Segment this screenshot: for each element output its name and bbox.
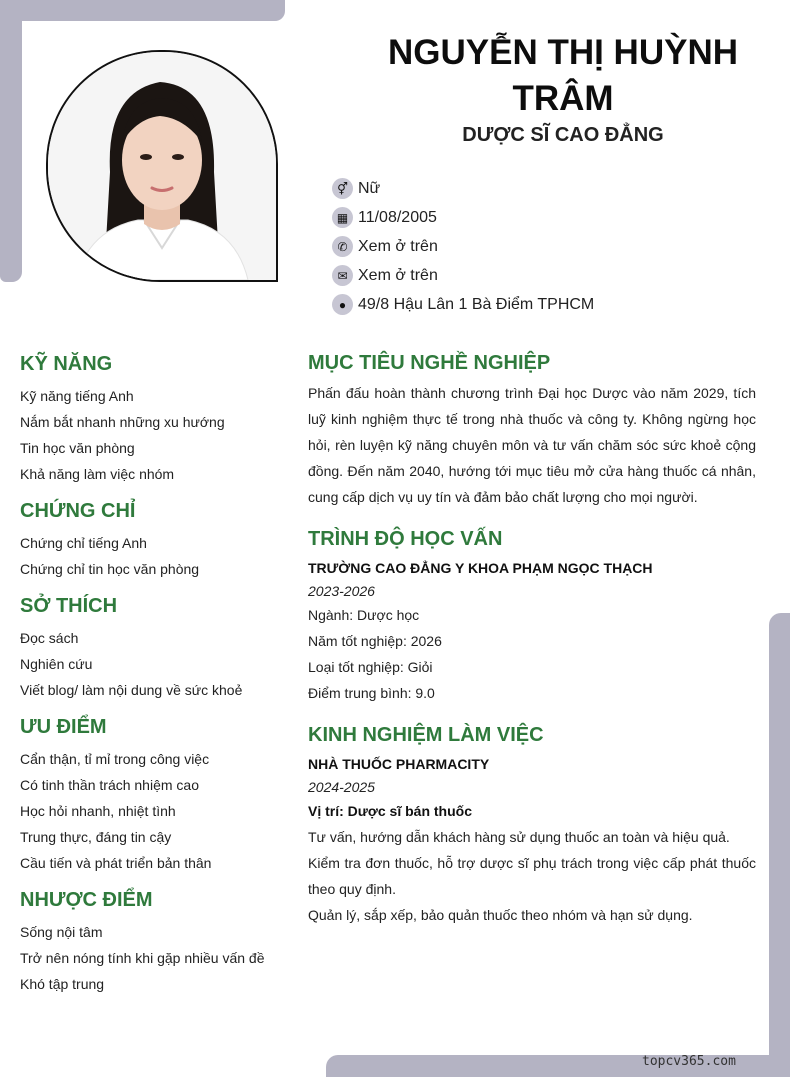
list-item: Đọc sách [20,630,79,646]
list-item: Cẩn thận, tỉ mỉ trong công việc [20,751,210,767]
list-item: Nghiên cứu [20,656,93,672]
info-email: ✉ Xem ở trên [332,261,594,290]
list-item: Khó tập trung [20,976,105,992]
location-icon: ● [332,294,353,315]
email-icon: ✉ [332,265,353,286]
decor-bar-left [0,0,22,282]
left-column [20,351,295,1008]
section-title: TRÌNH ĐỘ HỌC VẤN [308,528,503,550]
list-item: Trở nên nóng tính khi gặp nhiều vấn đề [20,950,265,966]
hobbies-section [20,593,295,703]
job-title: DƯỢC SĨ CAO ĐẲNG [462,124,664,146]
list-item: Viết blog/ làm nội dung về sức khoẻ [20,682,243,698]
section-title: CHỨNG CHỈ [20,500,136,522]
candidate-name: NGUYỄN THỊ HUỲNH TRÂM [387,33,739,118]
right-column [308,350,756,944]
gender-icon: ⚥ [332,178,353,199]
duty-item: Tư vấn, hướng dẫn khách hàng sử dụng thuốc an toàn và hiệu quả. [308,829,730,845]
contact-info [332,174,594,319]
weaknesses-section [20,887,295,997]
section-title: SỞ THÍCH [20,595,118,617]
info-gender: ⚥ Nữ [332,174,594,203]
experience-period: 2024-2025 [308,779,375,795]
list-item: Học hỏi nhanh, nhiệt tình [20,803,176,819]
info-birthdate: ▦ 11/08/2005 [332,203,594,232]
education-detail: Ngành: Dược học [308,607,420,623]
list-item: Nắm bắt nhanh những xu hướng [20,414,225,430]
duty-item: Quản lý, sắp xếp, bảo quản thuốc theo nhóm và hạn sử dụng. [308,907,693,923]
list-item: Tin học văn phòng [20,440,135,456]
section-title: KINH NGHIỆM LÀM VIỆC [308,724,544,746]
education-detail: Điểm trung bình: 9.0 [308,685,435,701]
list-item: Chứng chỉ tin học văn phòng [20,561,200,577]
decor-bar-top-left [0,0,285,21]
education-detail: Năm tốt nghiệp: 2026 [308,633,442,649]
duty-item: Kiểm tra đơn thuốc, hỗ trợ dược sĩ phụ trách trong việc cấp phát thuốc theo quy định. [308,855,756,897]
decor-bar-right [769,613,790,1077]
info-phone: ✆ Xem ở trên [332,232,594,261]
objective-text: Phấn đấu hoàn thành chương trình Đại học Dược vào năm 2029, tích luỹ kinh nghiệm thực tế trong nhà thuốc và công ty. Không ngừng học hỏi, rèn luyện kỹ năng chuyên môn và tư vấn chăm sóc sức khoẻ cộng đồng. Đến năm 2040, hướng tới mục tiêu mở cửa hàng thuốc cá nhân, cung cấp dịch vụ uy tín và đảm bảo chất lượng cho mọi người. [308,385,756,505]
info-address: ● 49/8 Hậu Lân 1 Bà Điểm TPHCM [332,290,594,319]
school-name: TRƯỜNG CAO ĐẲNG Y KHOA PHẠM NGỌC THẠCH [308,560,653,576]
section-title: ƯU ĐIỂM [20,716,107,738]
experience-section [308,722,756,928]
skills-section [20,351,295,487]
watermark: topcv365.com [642,1054,736,1069]
list-item: Sống nội tâm [20,924,103,940]
calendar-icon: ▦ [332,207,353,228]
company-name: NHÀ THUỐC PHARMACITY [308,756,490,772]
phone-icon: ✆ [332,236,353,257]
profile-photo [46,50,278,282]
list-item: Cầu tiến và phát triển bản thân [20,855,212,871]
list-item: Kỹ năng tiếng Anh [20,388,134,404]
education-section [308,526,756,706]
section-title: NHƯỢC ĐIỂM [20,889,153,911]
list-item: Chứng chỉ tiếng Anh [20,535,147,551]
objective-section [308,350,756,510]
section-title: KỸ NĂNG [20,353,113,375]
strengths-section [20,714,295,876]
education-detail: Loại tốt nghiệp: Giỏi [308,659,433,675]
list-item: Có tinh thần trách nhiệm cao [20,777,199,793]
list-item: Khả năng làm việc nhóm [20,466,175,482]
certificates-section [20,498,295,582]
education-period: 2023-2026 [308,583,375,599]
job-position: Vị trí: Dược sĩ bán thuốc [308,803,472,819]
list-item: Trung thực, đáng tin cậy [20,829,172,845]
section-title: MỤC TIÊU NGHỀ NGHIỆP [308,352,551,374]
